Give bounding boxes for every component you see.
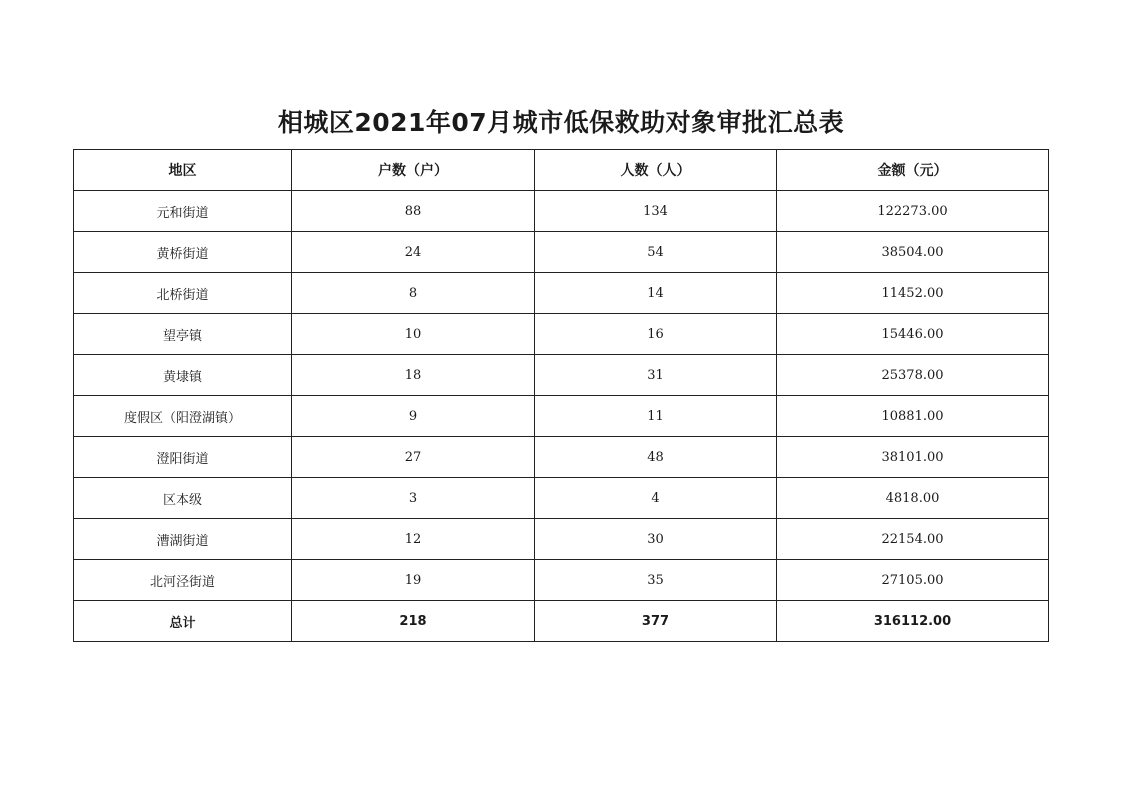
cell-households: 3 bbox=[292, 478, 535, 519]
table-row bbox=[74, 478, 1049, 519]
table-row bbox=[74, 396, 1049, 437]
cell-persons: 31 bbox=[535, 355, 777, 396]
total-label: 总计 bbox=[74, 601, 292, 642]
header-row bbox=[74, 150, 1049, 191]
header-amount: 金额（元） bbox=[777, 150, 1049, 191]
cell-persons: 54 bbox=[535, 232, 777, 273]
cell-amount: 122273.00 bbox=[777, 191, 1049, 232]
cell-region: 黄埭镇 bbox=[74, 355, 292, 396]
cell-amount: 27105.00 bbox=[777, 560, 1049, 601]
table-row bbox=[74, 191, 1049, 232]
cell-amount: 11452.00 bbox=[777, 273, 1049, 314]
table-row bbox=[74, 273, 1049, 314]
table-row bbox=[74, 519, 1049, 560]
cell-households: 10 bbox=[292, 314, 535, 355]
total-persons: 377 bbox=[535, 601, 777, 642]
cell-households: 88 bbox=[292, 191, 535, 232]
cell-persons: 134 bbox=[535, 191, 777, 232]
cell-region: 澄阳街道 bbox=[74, 437, 292, 478]
cell-region: 度假区（阳澄湖镇） bbox=[74, 396, 292, 437]
table-row bbox=[74, 560, 1049, 601]
table-row bbox=[74, 232, 1049, 273]
header-households: 户数（户） bbox=[292, 150, 535, 191]
cell-amount: 25378.00 bbox=[777, 355, 1049, 396]
header-region: 地区 bbox=[74, 150, 292, 191]
page-title: 相城区2021年07月城市低保救助对象审批汇总表 bbox=[277, 108, 845, 137]
cell-households: 19 bbox=[292, 560, 535, 601]
cell-amount: 22154.00 bbox=[777, 519, 1049, 560]
cell-households: 9 bbox=[292, 396, 535, 437]
cell-households: 18 bbox=[292, 355, 535, 396]
cell-amount: 38504.00 bbox=[777, 232, 1049, 273]
cell-persons: 4 bbox=[535, 478, 777, 519]
cell-persons: 35 bbox=[535, 560, 777, 601]
cell-amount: 38101.00 bbox=[777, 437, 1049, 478]
cell-region: 元和街道 bbox=[74, 191, 292, 232]
cell-region: 漕湖街道 bbox=[74, 519, 292, 560]
summary-table bbox=[73, 149, 1049, 642]
table-row bbox=[74, 355, 1049, 396]
cell-households: 24 bbox=[292, 232, 535, 273]
cell-households: 8 bbox=[292, 273, 535, 314]
cell-households: 27 bbox=[292, 437, 535, 478]
cell-region: 北河泾街道 bbox=[74, 560, 292, 601]
table-row bbox=[74, 314, 1049, 355]
total-households: 218 bbox=[292, 601, 535, 642]
cell-amount: 15446.00 bbox=[777, 314, 1049, 355]
total-amount: 316112.00 bbox=[777, 601, 1049, 642]
cell-amount: 10881.00 bbox=[777, 396, 1049, 437]
cell-amount: 4818.00 bbox=[777, 478, 1049, 519]
header-persons: 人数（人） bbox=[535, 150, 777, 191]
table-row bbox=[74, 437, 1049, 478]
cell-persons: 16 bbox=[535, 314, 777, 355]
cell-region: 区本级 bbox=[74, 478, 292, 519]
total-row bbox=[74, 601, 1049, 642]
cell-region: 黄桥街道 bbox=[74, 232, 292, 273]
cell-households: 12 bbox=[292, 519, 535, 560]
cell-persons: 11 bbox=[535, 396, 777, 437]
cell-persons: 14 bbox=[535, 273, 777, 314]
cell-persons: 48 bbox=[535, 437, 777, 478]
cell-region: 望亭镇 bbox=[74, 314, 292, 355]
cell-region: 北桥街道 bbox=[74, 273, 292, 314]
cell-persons: 30 bbox=[535, 519, 777, 560]
